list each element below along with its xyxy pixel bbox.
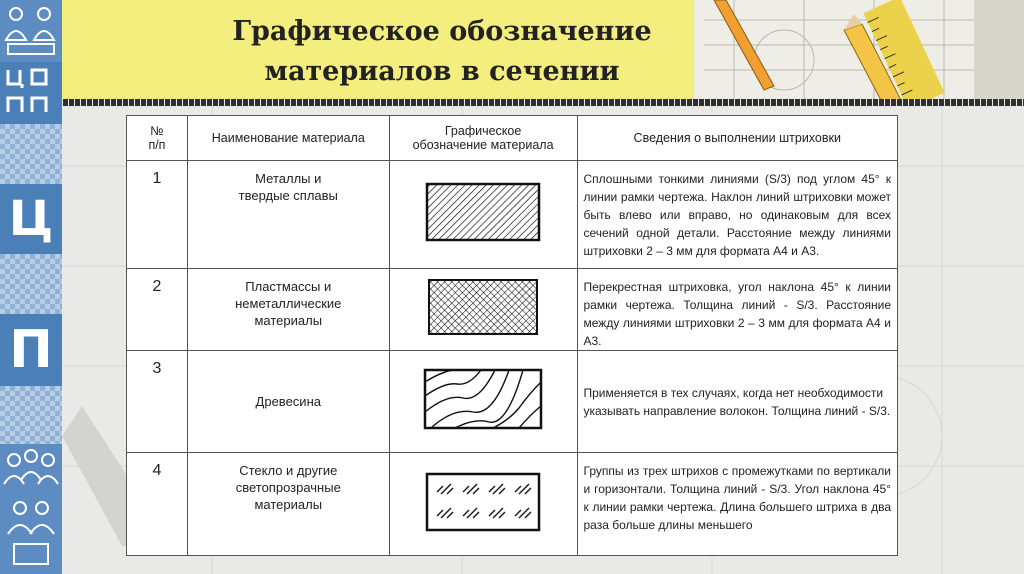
symbol-cell — [389, 269, 577, 351]
table-row — [127, 351, 898, 453]
table-header-row — [127, 116, 898, 161]
column-header-symbol: Графическое обозначение материала — [389, 116, 577, 161]
pattern-block — [0, 254, 62, 314]
ruler-strip — [62, 99, 1024, 106]
hatching-description: Применяется в тех случаях, когда нет необходимости указывать направление волокон. Толщина линий - S/3. — [577, 351, 898, 453]
community-icon — [0, 444, 62, 574]
table-row — [127, 161, 898, 269]
row-number: 4 — [127, 453, 188, 556]
letter-c-block — [0, 184, 62, 254]
row-number: 2 — [127, 269, 188, 351]
letter-p: П — [9, 320, 53, 380]
row-number: 3 — [127, 351, 188, 453]
letter-c: Ц — [8, 191, 54, 247]
symbol-cell — [389, 351, 577, 453]
table-row — [127, 453, 898, 556]
page-title: Графическое обозначение материалов в сечении — [232, 16, 652, 87]
pattern-block — [0, 124, 62, 184]
symbol-cell — [389, 453, 577, 556]
diagonal-hatch-symbol — [425, 182, 541, 242]
symbol-cell — [389, 161, 577, 269]
column-header-hatching: Сведения о выполнении штриховки — [577, 116, 898, 161]
pattern-block — [0, 386, 62, 444]
table-row — [127, 269, 898, 351]
material-name: Стекло и другие светопрозрачные материалы — [187, 453, 389, 556]
material-name: Древесина — [187, 351, 389, 453]
column-header-number: № п/п — [127, 116, 188, 161]
copp-logo — [0, 62, 62, 124]
people-icon — [0, 0, 62, 62]
hatching-description: Сплошными тонкими линиями (S/3) под углом 45° к линии рамки чертежа. Наклон линий штриховки может быть влево или вправо, но одинаковым для всех сечений одной детали. Расстояние между линиями штриховки 2 – 3 мм для формата А4 и А3. — [577, 161, 898, 269]
drawing-tools-image — [694, 0, 1024, 106]
cross-hatch-symbol — [427, 278, 539, 336]
header-banner — [62, 0, 1024, 106]
glass-strokes-symbol — [425, 472, 541, 532]
material-name: Пластмассы и неметаллические материалы — [187, 269, 389, 351]
materials-table — [126, 115, 898, 556]
wood-grain-symbol — [423, 368, 543, 430]
row-number: 1 — [127, 161, 188, 269]
letter-p-block — [0, 314, 62, 386]
hatching-description: Перекрестная штриховка, угол наклона 45° к линии рамки чертежа. Толщина линий - S/3. Расстояние между линиями штриховки 2 – 3 мм для формата А4 и А3. — [577, 269, 898, 351]
side-banner — [0, 0, 62, 574]
material-name: Металлы и твердые сплавы — [187, 161, 389, 269]
hatching-description: Группы из трех штрихов с промежутками по вертикали и горизонтали. Толщина линий - S/3. Угол наклона 45° к линии рамки чертежа. Длина большего штриха в два раза больше длины меньшего — [577, 453, 898, 556]
column-header-material: Наименование материала — [187, 116, 389, 161]
